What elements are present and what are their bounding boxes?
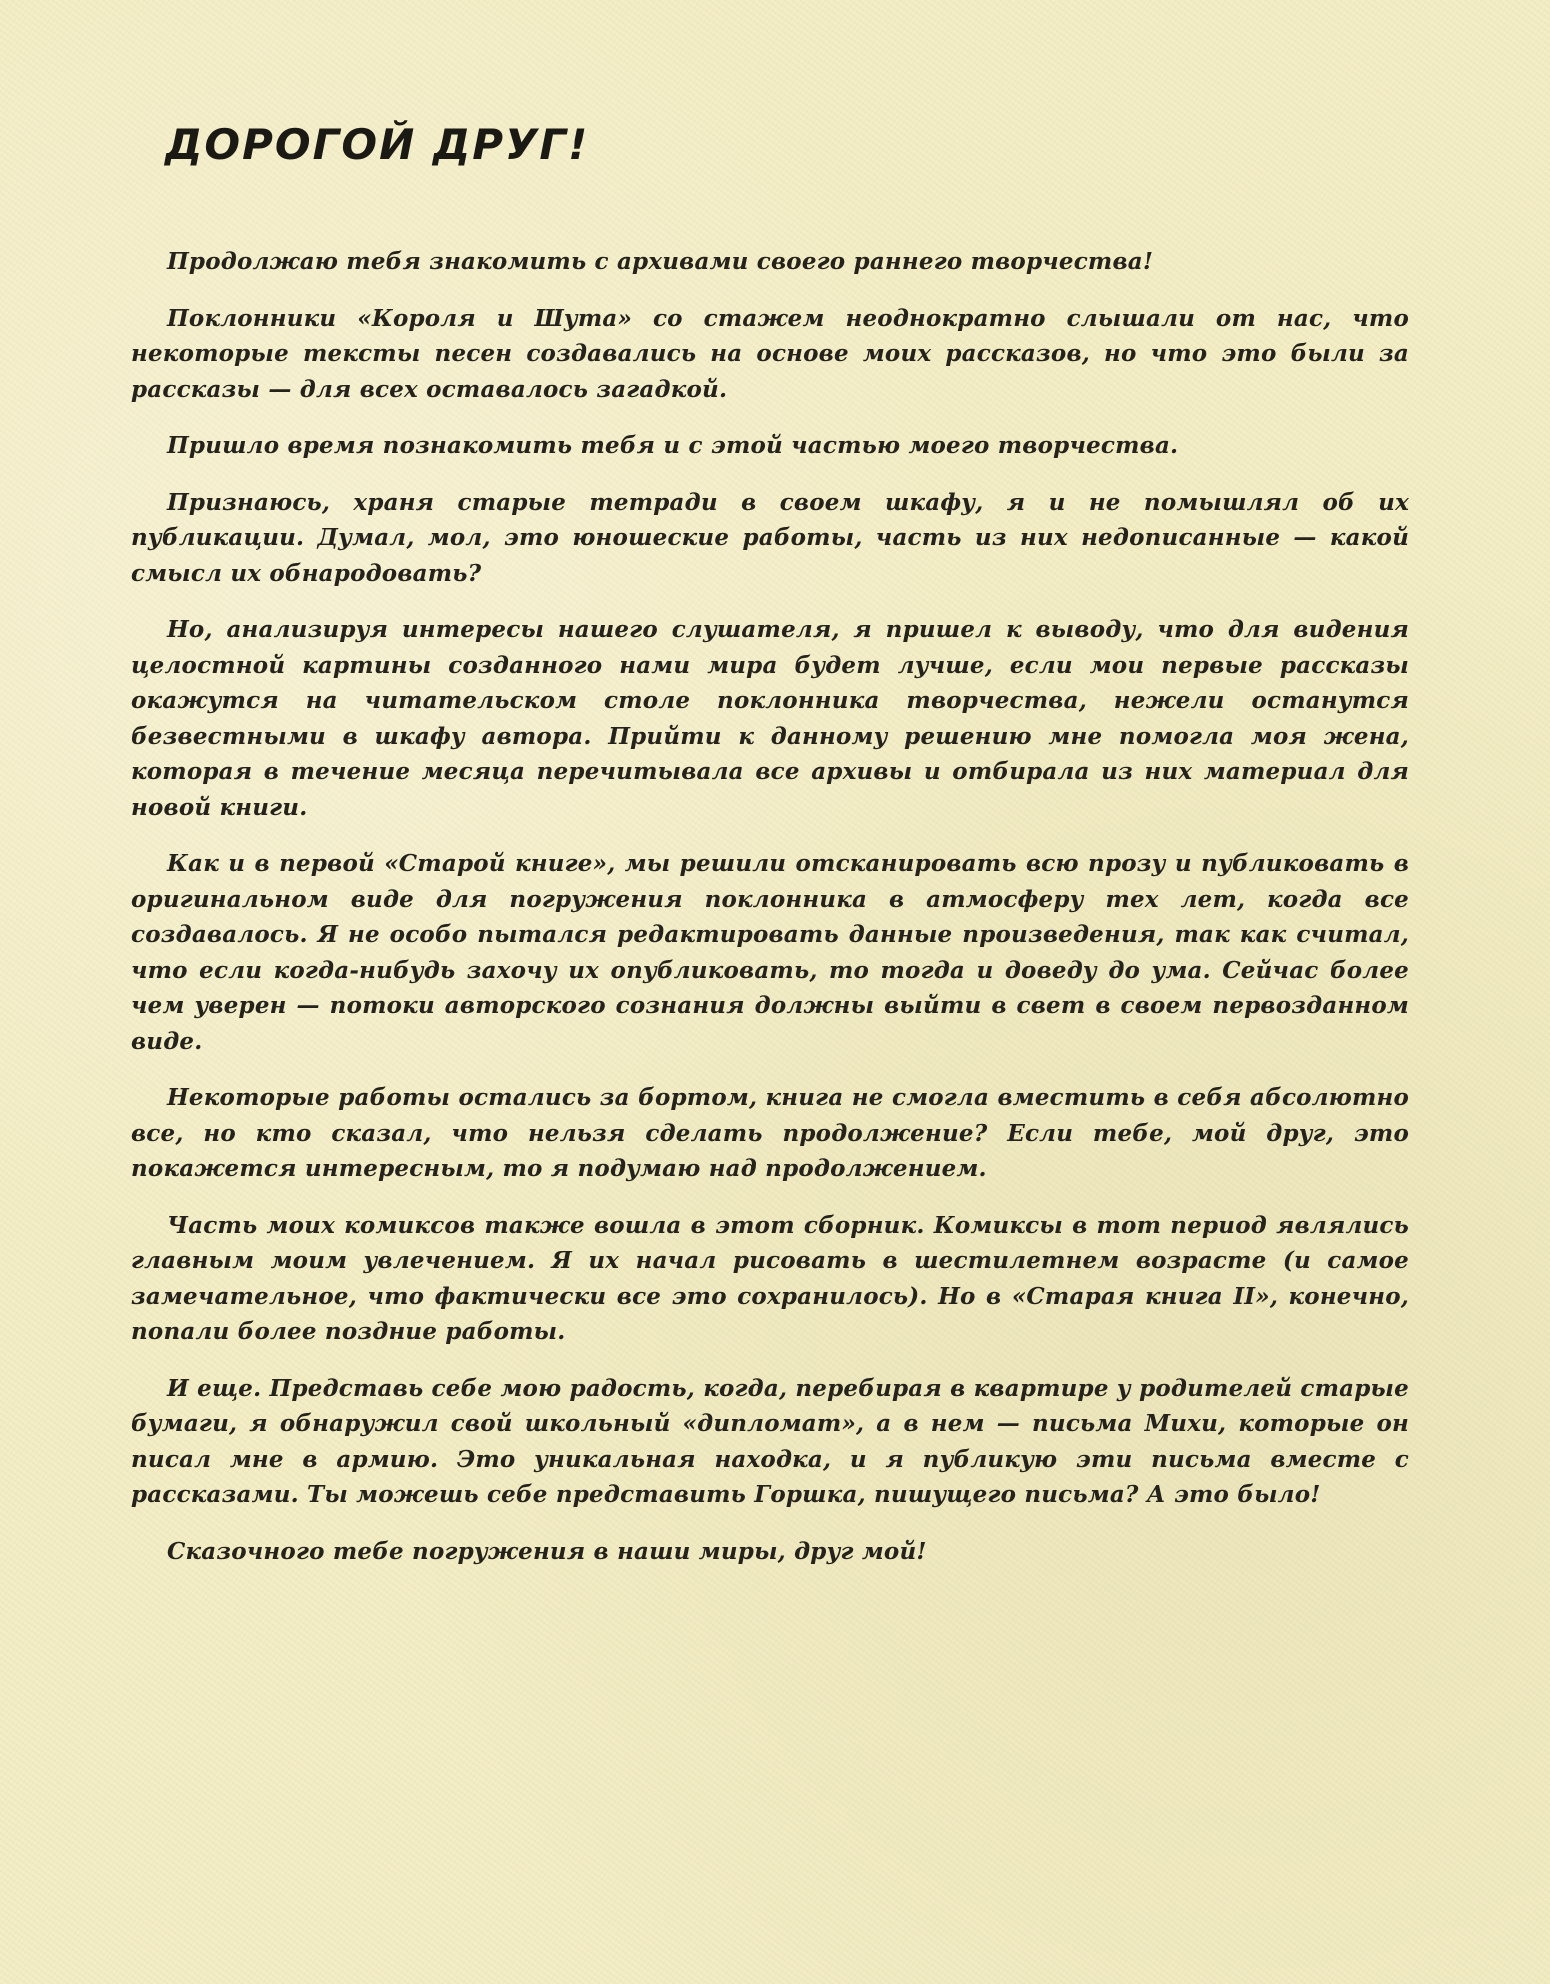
letter-heading: ДОРОГОЙ ДРУГ! [165,120,590,169]
paragraph-10: Сказочного тебе погружения в наши миры, друг мой! [167,1537,927,1565]
paragraph-7: Некоторые работы остались за бортом, книга не смогла вместить в себя абсолютно все, но кто сказал, что нельзя сделать продолжение? Если тебе, мой друг, это покажется интересным, то я подумаю над продолжением. [131,1084,1409,1182]
letter-body [131,244,1409,1590]
paragraph-2: Поклонники «Короля и Шута» со стажем неоднократно слышали от нас, что некоторые тексты песен создавались на основе моих рассказов, но что это были за рассказы — для всех оставалось загадкой. [131,304,1409,403]
paragraph-8: Часть моих комиксов также вошла в этот сборник. Комиксы в тот период являлись главным моим увлечением. Я их начал рисовать в шестилетнем возрасте (и самое замечательное, что фактически все это сохранилось). Но в «Старая книга II», конечно, попали более поздние работы. [131,1211,1409,1345]
paragraph-9: И еще. Представь себе мою радость, когда, перебирая в квартире у родителей старые бумаги, я обнаружил свой школьный «дипломат», а в нем — письма Михи, которые он писал мне в армию. Это уникальная находка, и я публикую эти письма вместе с рассказами. Ты можешь себе представить Горшка, пишущего письма? А это было! [131,1374,1409,1508]
paragraph-1: Продолжаю тебя знакомить с архивами своего раннего творчества! [167,248,1154,275]
paragraph-5: Но, анализируя интересы нашего слушателя, я пришел к выводу, что для видения целостной картины созданного нами мира будет лучше, если мои первые рассказы окажутся на читательском столе поклонника творчества, нежели останутся безвестными в шкафу автора. Прийти к данному решению мне помогла моя жена, которая в течение месяца перечитывала все архивы и отбирала из них материал для новой книги. [131,616,1409,821]
paragraph-6: Как и в первой «Старой книге», мы решили отсканировать всю прозу и публиковать в оригинальном виде для погружения поклонника в атмосферу тех лет, когда все создавалось. Я не особо пытался редактировать данные произведения, так как считал, что если когда-нибудь захочу их опубликовать, то тогда и доведу до ума. Сейчас более чем уверен — потоки авторского сознания должны выйти в свет в своем первозданном виде. [131,850,1409,1055]
paragraph-4: Признаюсь, храня старые тетради в своем шкафу, я и не помышлял об их публикации. Думал, мол, это юношеские работы, часть из них недописанные — какой смысл их обнародовать? [131,488,1409,587]
paragraph-3: Пришло время познакомить тебя и с этой частью моего творчества. [167,432,1179,459]
